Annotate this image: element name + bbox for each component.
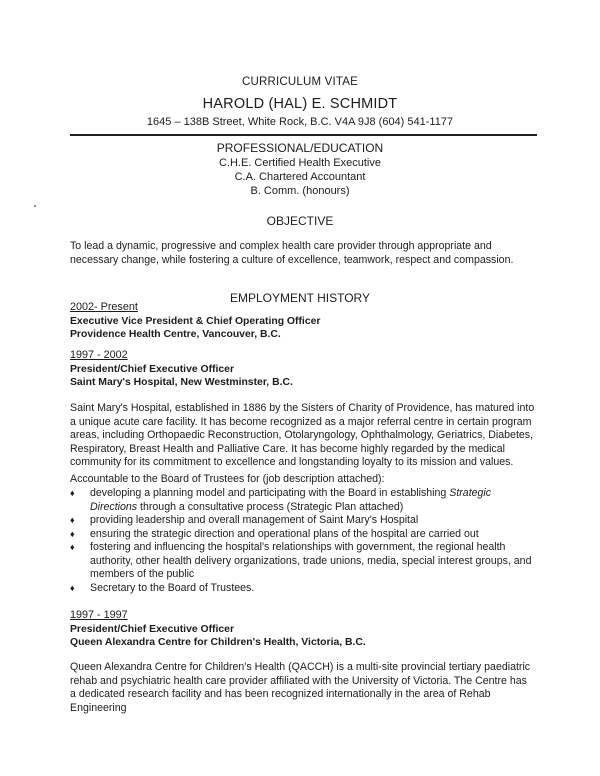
duties-list [70,487,540,595]
duty-text: developing a planning model and participating with the Board in establishing [90,487,450,499]
job-organization: Saint Mary's Hospital, New Westminster, B.C. [70,377,293,388]
duty-emphasis: Strategic Directions [90,487,492,513]
job-entry [70,349,540,390]
job-role: Executive Vice President & Chief Operating Officer [70,315,321,327]
duty-text: Secretary to the Board of Trustees. [90,581,255,594]
objective-heading: OBJECTIVE [266,214,334,228]
diamond-bullet-icon: ♦ [70,542,75,552]
job-organization: Providence Health Centre, Vancouver, B.C. [70,329,281,340]
employment-heading: EMPLOYMENT HISTORY [229,291,371,305]
job-entry [70,301,540,342]
candidate-name: HAROLD (HAL) E. SCHMIDT [202,96,398,112]
job-description: Queen Alexandra Centre for Children's Health (QACCH) is a multi-site provincial tertiary paediatric rehab and psychiatric health care provider affiliated with the University of Victoria. The Centre has a dedicated research facility and has been recognized internationally in the area of Rehab Engineering [70,661,531,714]
job-description: Saint Mary's Hospital, established in 1886 by the Sisters of Charity of Providence, has matured into a unique acute care facility. It has become recognized as a major referral centre in certain program areas, including Orthopaedic Reconstruction, Otolaryngology, Ophthalmology, Geriatrics, Diabetes, Respiratory, Breast Health and Palliative Care. It has become highly regarded by the medical community for its commitment to excellence and longstanding loyalty to its mission and values. [70,402,535,469]
job-role: President/Chief Executive Officer [70,623,234,635]
duty-item [70,582,540,596]
duty-item [70,528,540,542]
credential-item: B. Comm. (honours) [250,185,350,197]
duty-text: fostering and influencing the hospital's relationships with government, the regional health authority, other health delivery organizations, trade unions, media, special interest groups, and members of the public [90,541,532,580]
diamond-bullet-icon: ♦ [70,488,75,498]
document-title: CURRICULUM VITAE [241,76,359,88]
job-entry [70,609,540,650]
duty-item [70,514,540,528]
diamond-bullet-icon: ♦ [70,582,75,593]
accountability-intro: Accountable to the Board of Trustees for (job description attached): [70,473,385,485]
job-dates: 1997 - 1997 [70,609,128,621]
credential-item: C.H.E. Certified Health Executive [218,157,381,169]
job-dates: 1997 - 2002 [70,349,128,361]
scan-speck [34,205,36,207]
duty-item [70,541,540,582]
professional-heading: PROFESSIONAL/EDUCATION [216,141,384,155]
job-dates: 2002- Present [70,301,138,313]
duty-item [70,487,540,514]
job-role: President/Chief Executive Officer [70,363,234,375]
credential-item: C.A. Chartered Accountant [234,171,366,183]
diamond-bullet-icon: ♦ [70,515,75,525]
header-divider [70,134,537,136]
duty-text: through a consultative process (Strategic Plan attached) [137,500,404,513]
duty-text: ensuring the strategic direction and operational plans of the hospital are carried out [90,527,479,540]
objective-text: To lead a dynamic, progressive and complex health care provider through appropriate and necessary change, while fostering a culture of excellence, teamwork, respect and compassion. [70,240,514,266]
diamond-bullet-icon: ♦ [70,528,75,539]
contact-line: 1645 – 138B Street, White Rock, B.C. V4A 9J8 (604) 541-1177 [146,116,454,128]
duty-text: providing leadership and overall management of Saint Mary's Hospital [90,514,419,526]
job-organization: Queen Alexandra Centre for Children's Health, Victoria, B.C. [70,637,366,648]
